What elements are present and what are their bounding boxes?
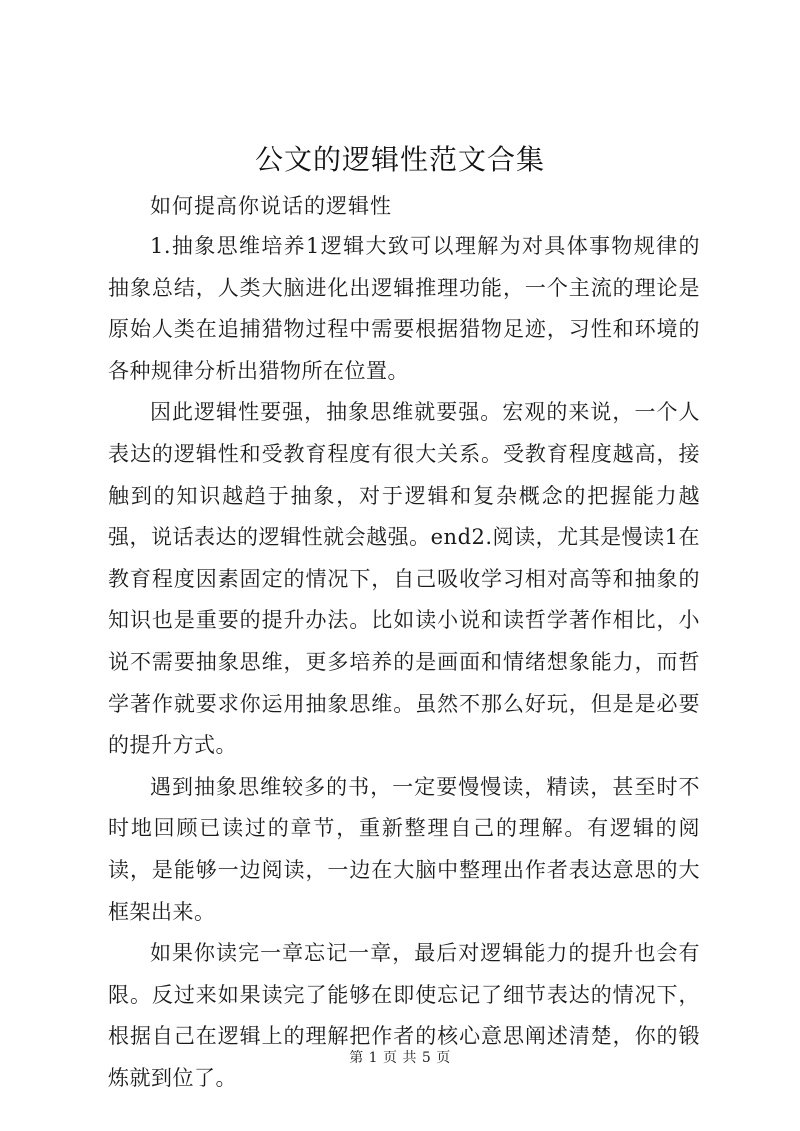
paragraph: 遇到抽象思维较多的书，一定要慢慢读，精读，甚至时不时地回顾已读过的章节，重新整理自己的理解。有逻辑的阅读，是能够一边阅读，一边在大脑中整理出作者表达意思的大框架出来。 bbox=[108, 774, 700, 924]
page-number: 第 1 页 共 5 页 bbox=[349, 1050, 451, 1066]
paragraph: 如果你读完一章忘记一章，最后对逻辑能力的提升也会有限。反过来如果读完了能够在即使忘记了细节表达的情况下，根据自己在逻辑上的理解把作者的核心意思阐述清楚，你的锻炼就到位了。 bbox=[108, 941, 700, 1090]
document-title: 公文的逻辑性范文合集 bbox=[254, 143, 545, 176]
paragraph: 1.抽象思维培养1逻辑大致可以理解为对具体事物规律的抽象总结，人类大脑进化出逻辑推理功能，一个主流的理论是原始人类在追捕猎物过程中需要根据猎物足迹，习性和环境的各种规律分析出猎物所在位置。 bbox=[108, 234, 700, 383]
paragraph: 因此逻辑性要强，抽象思维就要强。宏观的来说，一个人表达的逻辑性和受教育程度有很大关系。受教育程度越高，接触到的知识越趋于抽象，对于逻辑和复杂概念的把握能力越强，说话表达的逻辑性就会越强。end2.阅读，尤其是慢读1在教育程度因素固定的情况下，自己吸收学习相对高等和抽象的知识也是重要的提升办法。比如读小说和读哲学著作相比，小说不需要抽象思维，更多培养的是画面和情绪想象能力，而哲学著作就要求你运用抽象思维。虽然不那么好玩，但是是必要的提升方式。 bbox=[108, 400, 700, 758]
document-subtitle: 如何提高你说话的逻辑性 bbox=[150, 194, 392, 218]
document-body bbox=[108, 226, 700, 1099]
